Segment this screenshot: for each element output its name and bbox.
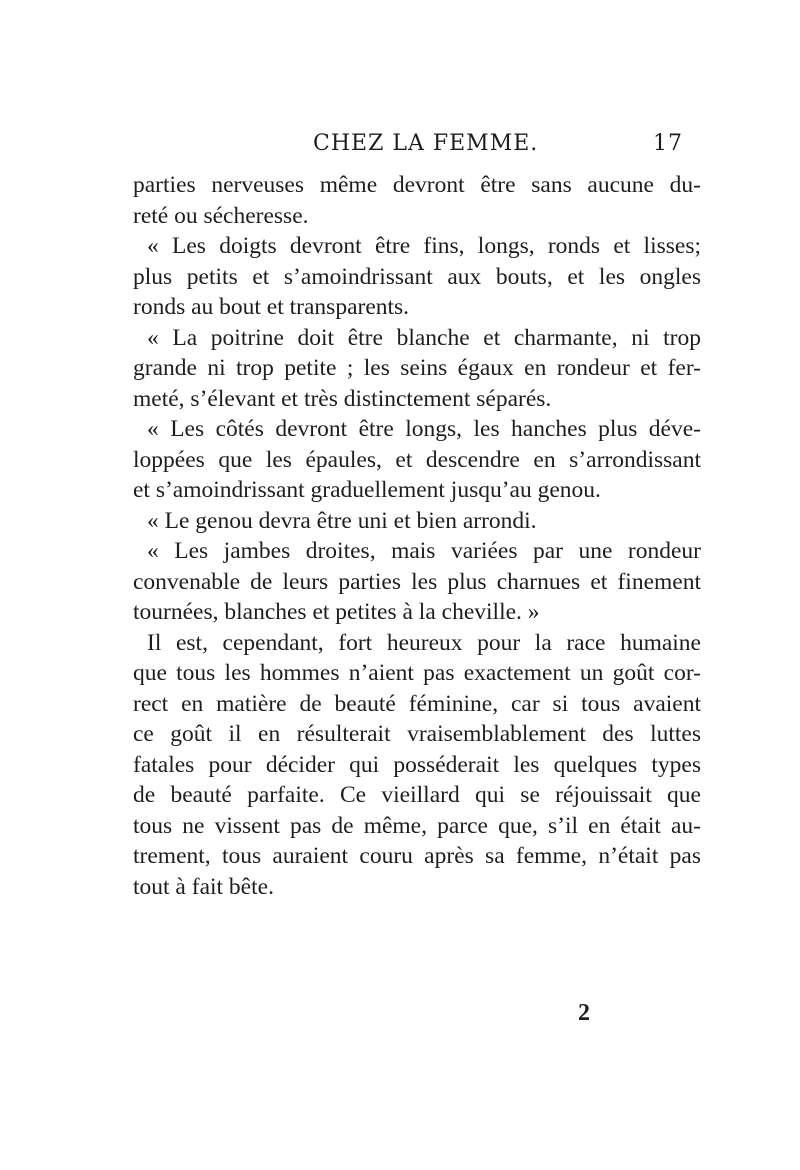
page-number: 17	[653, 131, 683, 156]
text-line: convenable de leurs parties les plus charnues et finement	[133, 568, 701, 595]
text-line: « La poitrine doit être blanche et charmante, ni trop	[147, 324, 701, 351]
text-line: meté, s’élevant et très distinctement séparés.	[133, 385, 552, 412]
text-line: loppées que les épaules, et descendre en s’arrondissant	[133, 446, 701, 473]
text-line: fatales pour décider qui posséderait les quelques types	[133, 751, 701, 778]
running-title: CHEZ LA FEMME.	[313, 131, 539, 156]
text-line: reté ou sécheresse.	[133, 202, 309, 229]
text-line: ronds au bout et transparents.	[133, 294, 410, 320]
text-line: de beauté parfaite. Ce vieillard qui se réjouissait que	[133, 782, 701, 808]
text-line: Il est, cependant, fort heureux pour la race humaine	[147, 629, 701, 656]
text-line: parties nerveuses même devront être sans aucune du-	[133, 172, 701, 198]
text-line: tous ne vissent pas de même, parce que, s’il en était au-	[133, 812, 701, 839]
running-head	[133, 131, 683, 167]
text-line: grande ni trop petite ; les seins égaux en rondeur et fer-	[133, 355, 701, 381]
text-line: que tous les hommes n’aient pas exactement un goût cor-	[133, 660, 701, 686]
text-line: plus petits et s’amoindrissant aux bouts, et les ongles	[133, 263, 701, 290]
text-line: « Les jambes droites, mais variées par une rondeur	[147, 538, 701, 564]
text-line: tournées, blanches et petites à la cheville. »	[133, 599, 540, 625]
signature-mark: 2	[578, 1000, 590, 1026]
body-text	[133, 170, 701, 902]
text-line: « Les doigts devront être fins, longs, ronds et lisses;	[147, 233, 701, 259]
text-line: rect en matière de beauté féminine, car si tous avaient	[133, 690, 701, 717]
text-line: et s’amoindrissant graduellement jusqu’au genou.	[133, 477, 601, 503]
text-line: trement, tous auraient couru après sa femme, n’était pas	[133, 843, 701, 869]
text-line: tout à fait bête.	[133, 873, 274, 900]
text-line: ce goût il en résulterait vraisemblablement des luttes	[133, 721, 701, 747]
text-line: « Le genou devra être uni et bien arrondi.	[147, 507, 537, 534]
text-line: « Les côtés devront être longs, les hanches plus déve-	[147, 416, 701, 442]
